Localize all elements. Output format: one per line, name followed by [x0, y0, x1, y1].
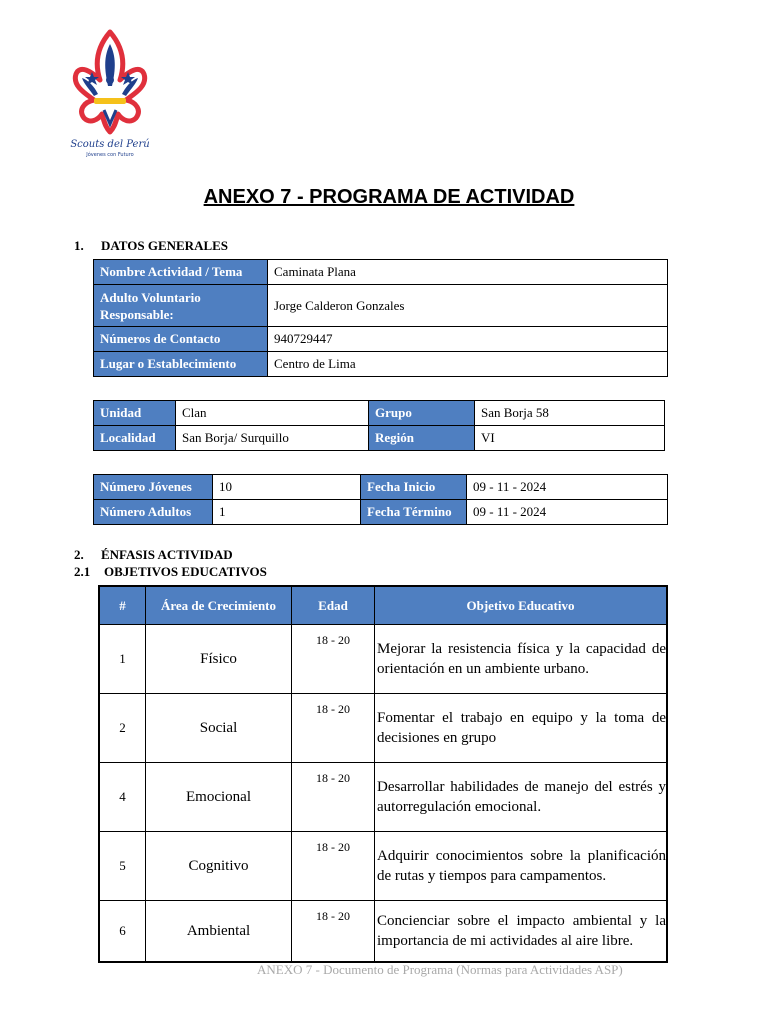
- unidad-value: Clan: [176, 401, 369, 426]
- row-age: 18 - 20: [292, 625, 375, 694]
- row-age: 18 - 20: [292, 763, 375, 832]
- row-value: Caminata Plana: [268, 260, 668, 285]
- row-number: 6: [99, 901, 146, 963]
- fecha-termino-value: 09 - 11 - 2024: [467, 500, 668, 525]
- row-number: 2: [99, 694, 146, 763]
- row-age: 18 - 20: [292, 832, 375, 901]
- header-objective: Objetivo Educativo: [375, 586, 668, 625]
- row-label: Adulto Voluntario Responsable:: [94, 285, 268, 327]
- region-label: Región: [369, 426, 475, 451]
- table-row: [99, 763, 667, 832]
- table-row: [99, 625, 667, 694]
- jovenes-value: 10: [213, 475, 361, 500]
- page-footer: ANEXO 7 - Documento de Programa (Normas para Actividades ASP): [257, 962, 623, 977]
- row-label: Lugar o Establecimiento: [94, 352, 268, 377]
- section-enfasis: [74, 547, 233, 563]
- table-row: [94, 401, 665, 426]
- table-row: [99, 694, 667, 763]
- localidad-label: Localidad: [94, 426, 176, 451]
- table-row: [99, 832, 667, 901]
- row-value: Jorge Calderon Gonzales: [268, 285, 668, 327]
- section-label: DATOS GENERALES: [101, 238, 229, 253]
- row-label: Números de Contacto: [94, 327, 268, 352]
- adultos-value: 1: [213, 500, 361, 525]
- section-datos-generales: [74, 238, 228, 254]
- counts-table: [93, 474, 668, 525]
- unit-table: [93, 400, 665, 451]
- row-label: Nombre Actividad / Tema: [94, 260, 268, 285]
- table-row: [99, 901, 667, 963]
- header-number: #: [99, 586, 146, 625]
- table-row: [94, 426, 665, 451]
- header-age: Edad: [292, 586, 375, 625]
- grupo-value: San Borja 58: [475, 401, 665, 426]
- general-data-table: [93, 259, 668, 377]
- row-objective: Adquirir conocimientos sobre la planificación de rutas y tiempos para campamentos.: [375, 832, 668, 901]
- row-area: Social: [146, 694, 292, 763]
- row-number: 4: [99, 763, 146, 832]
- section-label: OBJETIVOS EDUCATIVOS: [104, 564, 267, 579]
- unidad-label: Unidad: [94, 401, 176, 426]
- row-area: Ambiental: [146, 901, 292, 963]
- row-age: 18 - 20: [292, 694, 375, 763]
- region-value: VI: [475, 426, 665, 451]
- row-value: Centro de Lima: [268, 352, 668, 377]
- fecha-inicio-label: Fecha Inicio: [361, 475, 467, 500]
- row-number: 5: [99, 832, 146, 901]
- adultos-label: Número Adultos: [94, 500, 213, 525]
- row-area: Emocional: [146, 763, 292, 832]
- header-area: Área de Crecimiento: [146, 586, 292, 625]
- section-number: 2.1: [74, 564, 91, 579]
- row-age: 18 - 20: [292, 901, 375, 963]
- document-title: ANEXO 7 - PROGRAMA DE ACTIVIDAD: [203, 186, 575, 208]
- row-objective: Desarrollar habilidades de manejo del estrés y autorregulación emocional.: [375, 763, 668, 832]
- svg-text:Jóvenes con Futuro: Jóvenes con Futuro: [86, 152, 134, 158]
- section-number: 2.: [74, 547, 84, 562]
- section-label: ÉNFASIS ACTIVIDAD: [101, 547, 233, 562]
- objectives-table: [98, 585, 668, 963]
- table-row: [94, 475, 668, 500]
- row-number: 1: [99, 625, 146, 694]
- table-row: [94, 260, 668, 285]
- table-row: [94, 327, 668, 352]
- row-area: Físico: [146, 625, 292, 694]
- table-row: [94, 352, 668, 377]
- svg-text:Scouts del Perú: Scouts del Perú: [70, 139, 150, 150]
- row-objective: Concienciar sobre el impacto ambiental y la importancia de mi actividades al aire libre.: [375, 901, 668, 963]
- grupo-label: Grupo: [369, 401, 475, 426]
- fecha-inicio-value: 09 - 11 - 2024: [467, 475, 668, 500]
- table-row: [94, 285, 668, 327]
- row-objective: Fomentar el trabajo en equipo y la toma de decisiones en grupo: [375, 694, 668, 763]
- localidad-value: San Borja/ Surquillo: [176, 426, 369, 451]
- scouts-logo: [64, 28, 156, 162]
- table-row: [94, 500, 668, 525]
- jovenes-label: Número Jóvenes: [94, 475, 213, 500]
- row-value: 940729447: [268, 327, 668, 352]
- fecha-termino-label: Fecha Término: [361, 500, 467, 525]
- fleur-de-lis-icon: [64, 28, 156, 162]
- row-area: Cognitivo: [146, 832, 292, 901]
- row-objective: Mejorar la resistencia física y la capacidad de orientación en un ambiente urbano.: [375, 625, 668, 694]
- table-header-row: [99, 586, 667, 625]
- section-objetivos: [74, 564, 267, 580]
- section-number: 1.: [74, 238, 84, 253]
